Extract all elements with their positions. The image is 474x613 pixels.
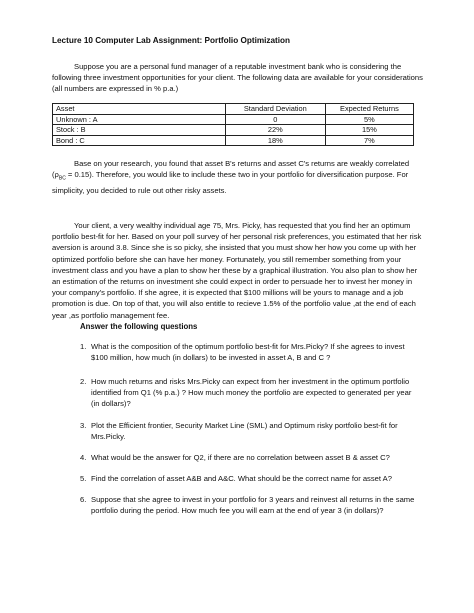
table-header-cell: Expected Returns (325, 104, 413, 115)
table-cell: 22% (225, 125, 325, 136)
document-title: Lecture 10 Computer Lab Assignment: Portfolio Optimization (52, 36, 291, 45)
table-cell: 5% (325, 114, 413, 125)
question-item (80, 376, 420, 410)
question-item (80, 452, 420, 463)
correlation-subscript: BC (58, 175, 66, 182)
table-cell: 18% (225, 135, 325, 146)
question-number: 5. (80, 474, 87, 483)
question-number: 2. (80, 377, 87, 386)
client-paragraph: Your client, a very wealthy individual age 75, Mrs. Picky, has requested that you find her an optimum portfolio best-fit for her. Based on your poll survey of her personal risk preferences, you estimated that her risk aversion is around 3.8. Since she is so picky, she insisted that you must show her how you come up with her optimized portfolio before she can have her money. Fortunately, you still remember something from your investment class and you have a plan to show her these by a graphical illustration. You also plan to show her an estimation of the returns on investment she could expect in order to persuade her to invest her money in your company's portfolio. If she agree, it is expected that $100 millions will be yours to manage and a job promotion is due. On top of that, you will also entitle to recieve 1.5% of the portfolio value ,at the end of each year ,as portfolio management fee. (52, 221, 422, 320)
table-cell: Bond : C (53, 135, 226, 146)
correlation-text-before: Base on your research, you found that asset B's returns and asset C's returns are weakly correlated (ρ (52, 159, 410, 180)
question-text: Suppose that she agree to invest in your portfolio for 3 years and reinvest all returns in the same portfolio during the period. How much fee you will earn at the end of year 3 (in dollars)? (91, 495, 415, 516)
asset-table (52, 103, 414, 146)
table-header-cell: Asset (53, 104, 226, 115)
table-cell: 0 (225, 114, 325, 125)
question-text: How much returns and risks Mrs.Picky can expect from her investment in the optimum portfolio identified from Q1 (% p.a.) ? How much money the portfolio are expected to generated per year (in dollars)? (91, 377, 412, 409)
question-item (80, 420, 420, 442)
correlation-text-after: = 0.15). Therefore, you would like to include these two in your portfolio for diversification purpose. For simplicity, you decided to rule out other risky assets. (52, 170, 409, 195)
question-text: Find the correlation of asset A&B and A&C. What should be the correct name for asset A? (91, 474, 392, 483)
table-header-cell: Standard Deviation (225, 104, 325, 115)
question-number: 6. (80, 495, 87, 504)
question-text: What would be the answer for Q2, if there are no correlation between asset B & asset C? (91, 453, 390, 462)
question-number: 4. (80, 453, 87, 462)
question-text: Plot the Efficient frontier, Security Market Line (SML) and Optimum risky portfolio best-fit for Mrs.Picky. (91, 421, 398, 442)
question-number: 1. (80, 342, 87, 351)
table-cell: 7% (325, 135, 413, 146)
intro-paragraph: Suppose you are a personal fund manager of a reputable investment bank who is considering the following three investment opportunities for your client. The following data are available for your considerations (all numbers are expressed in % p.a.) (52, 62, 423, 94)
table-cell: Unknown : A (53, 114, 226, 125)
question-item (80, 494, 420, 516)
question-item (80, 341, 420, 363)
questions-heading: Answer the following questions (80, 322, 198, 331)
table-header-row (53, 104, 414, 115)
question-text: What is the composition of the optimum portfolio best-fit for Mrs.Picky? If she agrees to invest $100 million, how much (in dollars) to be invested in asset A, B and C ? (91, 342, 405, 363)
table-row (53, 125, 414, 136)
table-row (53, 135, 414, 146)
question-number: 3. (80, 421, 87, 430)
correlation-paragraph (52, 158, 424, 196)
table-cell: Stock : B (53, 125, 226, 136)
question-item (80, 473, 420, 484)
table-row (53, 114, 414, 125)
table-cell: 15% (325, 125, 413, 136)
